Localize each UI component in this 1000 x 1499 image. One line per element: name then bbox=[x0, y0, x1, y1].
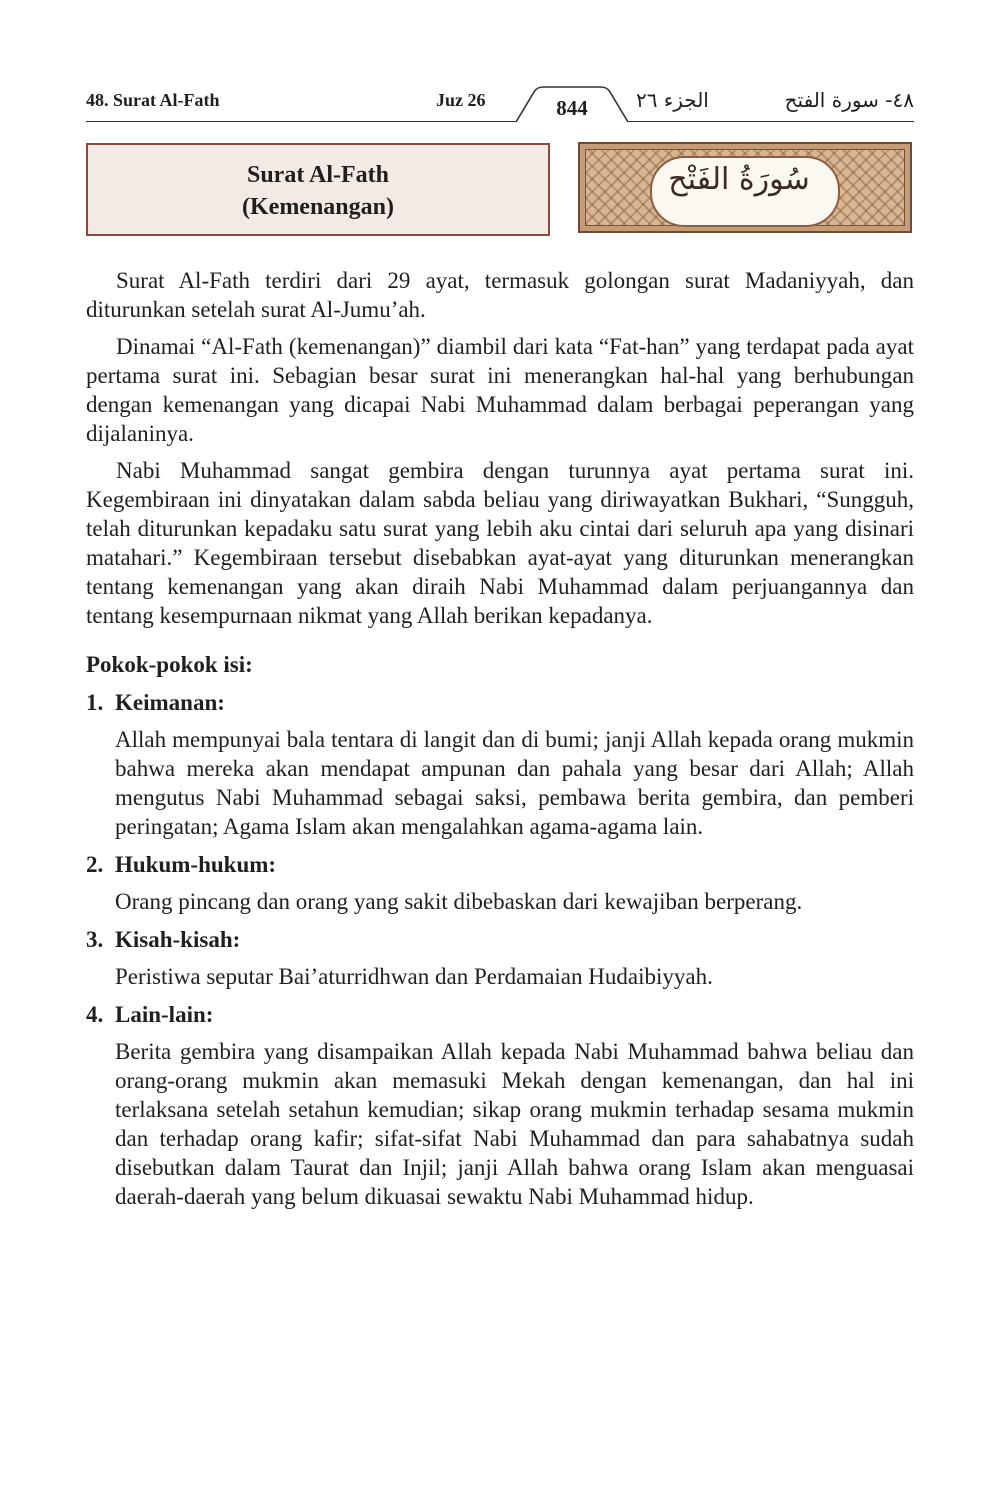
list-item-body: Berita gembira yang disampaikan Allah kepada Nabi Muhammad bahwa beliau dan orang-orang mukmin akan memasuki Mekah dengan kemenangan, dan hal ini terlaksana setelah setahun kemudian; sikap orang mukmin terhadap sesama mukmin dan terhadap orang kafir; sifat-sifat Nabi Muhammad dan para sahabatnya sudah disebutkan dalam Taurat dan Injil; janji Allah bahwa orang Islam akan menguasai daerah-daerah yang belum dikuasai sewaktu Nabi Muhammad hidup. bbox=[115, 1039, 914, 1209]
surah-ornament bbox=[578, 142, 912, 233]
intro-paragraph: Surat Al-Fath terdiri dari 29 ayat, termasuk golongan surat Madaniyyah, dan diturunkan setelah surat Al-Jumu’ah. bbox=[86, 268, 914, 322]
list-item bbox=[86, 925, 914, 991]
list-item-title: Lain-lain: bbox=[115, 1002, 214, 1027]
main-content bbox=[86, 266, 914, 1220]
ornament-arabic-title: سُورَةُ الفَتْح bbox=[668, 162, 810, 197]
header-arabic-juz: الجزء ٢٦ bbox=[636, 88, 709, 112]
list-item bbox=[86, 688, 914, 841]
surah-title-box bbox=[86, 143, 550, 236]
list-item bbox=[86, 850, 914, 916]
header-juz: Juz 26 bbox=[436, 90, 486, 110]
list-item-number: 1. bbox=[86, 690, 104, 715]
list-item-number: 2. bbox=[86, 852, 104, 877]
list-item-body: Allah mempunyai bala tentara di langit dan di bumi; janji Allah kepada orang mukmin bahwa mereka akan mendapat ampunan dan pahala yang besar dari Allah; Allah mengutus Nabi Muhammad sebagai saksi, pembawa berita gembira, dan pemberi peringatan; Agama Islam akan mengalahkan agama-agama lain. bbox=[115, 727, 914, 839]
naming-paragraph: Dinamai “Al-Fath (kemenangan)” diambil dari kata “Fat-han” yang terdapat pada ayat pertama surat ini. Sebagian besar surat ini menerangkan hal-hal yang berhubungan dengan kemenangan yang dicapai Nabi Muhammad dalam berbagai peperangan yang dijalaninya. bbox=[86, 334, 914, 446]
list-item-number: 3. bbox=[86, 927, 104, 952]
page-number: 844 bbox=[556, 96, 588, 120]
list-item-heading bbox=[86, 850, 914, 879]
list-item-body: Orang pincang dan orang yang sakit dibebaskan dari kewajiban berperang. bbox=[115, 889, 803, 914]
header-surah-name: 48. Surat Al-Fath bbox=[86, 90, 220, 110]
header-arabic-surah: ٤٨- سورة الفتح bbox=[784, 88, 914, 112]
list-item-body: Peristiwa seputar Bai’aturridhwan dan Perdamaian Hudaibiyyah. bbox=[115, 964, 713, 989]
list-item-heading bbox=[86, 688, 914, 717]
list-item-title: Kisah-kisah: bbox=[115, 927, 241, 952]
header-rule bbox=[86, 121, 914, 122]
list-item-heading bbox=[86, 925, 914, 954]
surah-subtitle: (Kemenangan) bbox=[242, 194, 394, 220]
page-header bbox=[86, 86, 914, 126]
list-item-title: Keimanan: bbox=[115, 690, 225, 715]
list-item bbox=[86, 1000, 914, 1211]
list-item-heading bbox=[86, 1000, 914, 1029]
list-item-title: Hukum-hukum: bbox=[115, 852, 277, 877]
list-item-number: 4. bbox=[86, 1002, 104, 1027]
surah-title: Surat Al-Fath bbox=[246, 162, 389, 188]
joy-paragraph: Nabi Muhammad sangat gembira dengan turunnya ayat pertama surat ini. Kegembiraan ini dinyatakan dalam sabda beliau yang diriwayatkan Bukhari, “Sungguh, telah diturunkan kepadaku satu surat yang lebih aku cintai dari seluruh apa yang disinari matahari.” Kegembiraan tersebut disebabkan ayat-ayat yang diturunkan menerangkan tentang kemenangan yang akan diraih Nabi Muhammad dalam perjuangannya dan tentang kesempurnaan nikmat yang Allah berikan kepadanya. bbox=[86, 458, 914, 628]
section-heading: Pokok-pokok isi: bbox=[86, 652, 253, 677]
